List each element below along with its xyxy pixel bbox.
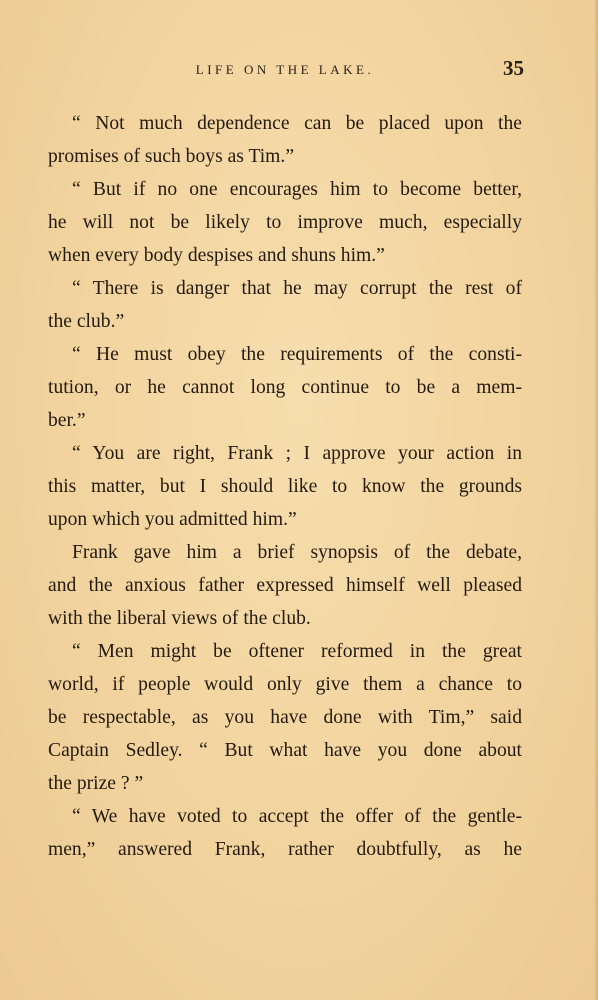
- text-line: “ Men might be oftener reformed in the great: [72, 641, 522, 662]
- text-line: Frank gave him a brief synopsis of the debate,: [72, 542, 522, 563]
- text-line: men,” answered Frank, rather doubtfully, as he: [48, 839, 522, 860]
- text-line: this matter, but I should like to know the grounds: [48, 476, 522, 497]
- text-line: with the liberal views of the club.: [48, 608, 311, 629]
- text-line: when every body despises and shuns him.”: [48, 245, 385, 266]
- text-line: “ You are right, Frank ; I approve your action in: [72, 443, 522, 464]
- running-title: LIFE ON THE LAKE.: [195, 62, 375, 77]
- text-line: world, if people would only give them a chance to: [48, 674, 522, 695]
- text-line: “ Not much dependence can be placed upon the: [72, 113, 522, 134]
- text-line: upon which you admitted him.”: [48, 509, 297, 530]
- text-line: “ But if no one encourages him to become better,: [72, 179, 522, 200]
- text-line: the club.”: [48, 311, 125, 332]
- text-line: be respectable, as you have done with Tim,” said: [48, 707, 522, 728]
- text-line: promises of such boys as Tim.”: [48, 146, 295, 167]
- text-line: tution, or he cannot long continue to be a mem-: [48, 377, 522, 398]
- text-line: “ There is danger that he may corrupt the rest of: [72, 278, 522, 299]
- body-text: [48, 107, 522, 866]
- text-line: ber.”: [48, 410, 86, 431]
- text-line: “ We have voted to accept the offer of the gentle-: [72, 806, 522, 827]
- page-number: 35: [503, 56, 524, 80]
- text-line: “ He must obey the requirements of the consti-: [72, 344, 522, 365]
- text-line: he will not be likely to improve much, especially: [48, 212, 522, 233]
- text-line: and the anxious father expressed himself well pleased: [48, 575, 522, 596]
- text-line: the prize ? ”: [48, 773, 144, 794]
- page-header: [46, 56, 524, 84]
- page-edge-shadow: [594, 0, 598, 1000]
- text-line: Captain Sedley. “ But what have you done about: [48, 740, 522, 761]
